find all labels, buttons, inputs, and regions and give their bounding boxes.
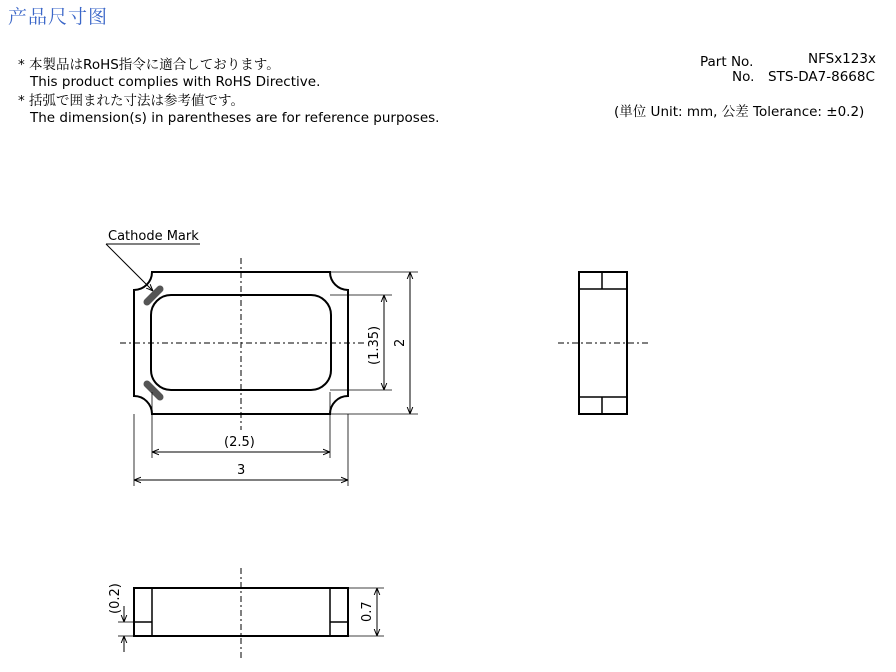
dim-inner-width: (2.5)	[224, 435, 255, 450]
top-view	[106, 229, 418, 486]
dim-height: 2	[393, 338, 408, 347]
side-view-bottom	[108, 568, 384, 658]
cathode-mark-label: Cathode Mark	[108, 229, 199, 244]
dim-inner-height: (1.35)	[367, 325, 382, 365]
rohs-note-jp: * 本製品はRoHS指令に適合しております。	[18, 57, 280, 73]
reference-note-en: The dimension(s) in parentheses are for reference purposes.	[30, 110, 440, 126]
part-no-value: NFSx123x	[808, 51, 876, 67]
dim-side-height: 0.7	[360, 601, 375, 622]
page-title: 产品尺寸图	[8, 6, 109, 28]
doc-no-value: STS-DA7-8668C	[768, 69, 875, 85]
dim-side-lead: (0.2)	[108, 583, 123, 614]
side-view-right	[558, 272, 648, 414]
doc-no-label: No.	[732, 69, 755, 85]
rohs-note-en: This product complies with RoHS Directive.	[30, 74, 321, 90]
dim-width: 3	[237, 463, 246, 478]
units-tolerance: (単位 Unit: mm, 公差 Tolerance: ±0.2)	[614, 104, 865, 120]
reference-note-jp: * 括弧で囲まれた寸法は参考値です。	[18, 93, 244, 109]
part-no-label: Part No.	[700, 54, 754, 70]
